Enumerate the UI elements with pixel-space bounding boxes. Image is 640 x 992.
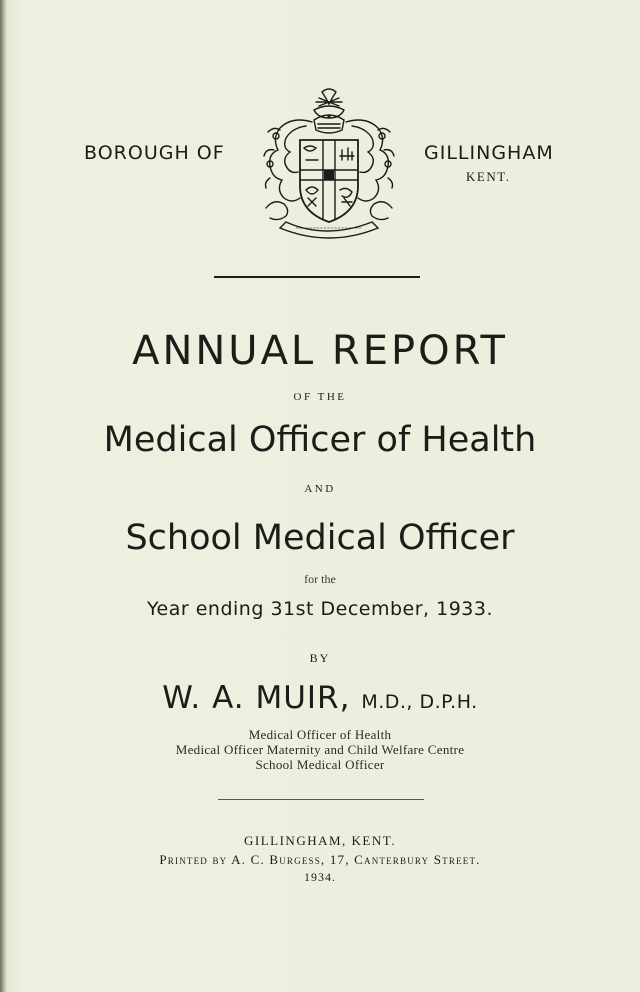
report-title: ANNUAL REPORT (132, 328, 508, 374)
imprint-year: 1934. (304, 870, 336, 884)
title-connector-for-the: for the (304, 572, 336, 586)
header-borough-of: BOROUGH OF (84, 142, 225, 164)
divider-rule-top (214, 276, 420, 278)
office-medical-officer-of-health: Medical Officer of Health (103, 420, 537, 460)
author-by: BY (309, 651, 331, 665)
author-line (0, 680, 640, 716)
header-county: KENT. (466, 169, 511, 184)
title-connector-and: AND (304, 483, 336, 495)
title-connector-of-the: OF THE (293, 391, 347, 403)
divider-rule-bottom (218, 799, 424, 800)
imprint-printer: Printed by A. C. Burgess, 17, Canterbury Street. (159, 852, 481, 867)
header-town-name: GILLINGHAM (424, 142, 554, 164)
author-role: Medical Officer Maternity and Child Welfare Centre (175, 742, 465, 757)
author-qualifications: M.D., D.P.H. (361, 691, 478, 713)
author-role: Medical Officer of Health (248, 727, 392, 742)
author-name: W. A. MUIR, (162, 680, 351, 716)
office-school-medical-officer: School Medical Officer (125, 518, 515, 558)
imprint-place: GILLINGHAM, KENT. (244, 833, 396, 848)
author-role: School Medical Officer (255, 757, 385, 772)
borough-coat-of-arms-icon (256, 86, 402, 244)
report-period: Year ending 31st December, 1933. (146, 598, 494, 620)
